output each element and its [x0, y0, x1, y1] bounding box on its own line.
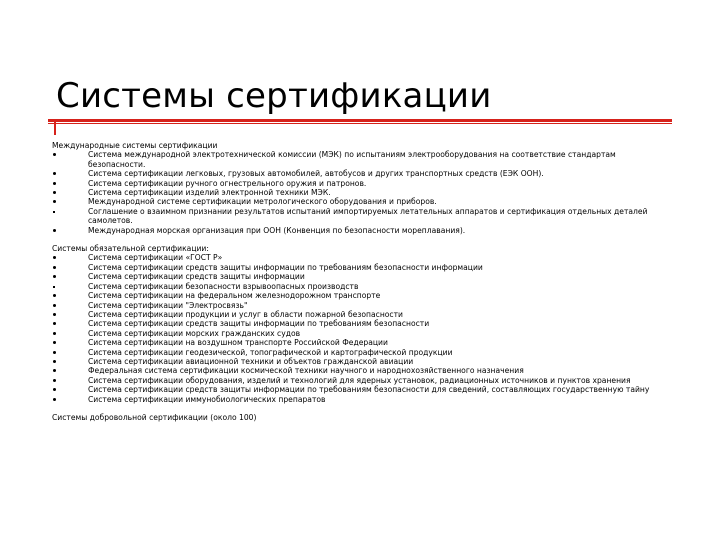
list-item	[52, 282, 664, 291]
list-item	[52, 188, 664, 197]
title-rule-horizontal	[48, 119, 672, 122]
bullet-icon	[53, 211, 55, 213]
list-item-text: Система сертификации безопасности взрывоопасных производств	[88, 281, 359, 291]
bullet-icon	[53, 322, 56, 325]
list-item	[52, 310, 664, 319]
international-heading: Международные системы сертификации	[52, 141, 218, 150]
list-item	[52, 376, 664, 385]
list-item	[52, 207, 664, 226]
list-item	[52, 169, 664, 178]
list-item-text: Система сертификации на воздушном транспорте Российской Федерации	[88, 338, 388, 348]
list-item-text: Система сертификации изделий электронной техники МЭК.	[88, 188, 331, 198]
bullet-icon	[53, 341, 56, 344]
voluntary-heading: Системы добровольной сертификации (около 100)	[52, 412, 257, 422]
list-item	[52, 197, 664, 206]
slide-content	[52, 141, 664, 422]
bullet-icon	[53, 304, 56, 307]
list-item	[52, 329, 664, 338]
list-item	[52, 366, 664, 375]
list-item-text: Система сертификации морских гражданских судов	[88, 328, 301, 338]
list-item	[52, 263, 664, 272]
title-rule-horizontal-thin	[48, 123, 672, 124]
list-item-text: Система сертификации геодезической, топографической и картографической продукции	[88, 347, 453, 357]
list-item	[52, 319, 664, 328]
title-rule-vertical	[54, 119, 56, 135]
bullet-icon	[53, 286, 55, 288]
list-item-text: Система сертификации "Электросвязь"	[88, 300, 248, 310]
bullet-icon	[53, 172, 56, 175]
international-list	[52, 150, 664, 235]
slide-title: Системы сертификации	[56, 76, 492, 116]
bullet-icon	[53, 332, 56, 335]
list-item-text: Система сертификации авиационной техники и объектов гражданской авиации	[88, 356, 414, 366]
list-item	[52, 253, 664, 262]
title-rule	[48, 119, 672, 135]
list-item-text: Система сертификации продукции и услуг в области пожарной безопасности	[88, 309, 403, 319]
bullet-icon	[53, 275, 56, 278]
bullet-icon	[53, 360, 56, 363]
list-item	[52, 291, 664, 300]
bullet-icon	[53, 191, 56, 194]
list-item-text: Федеральная система сертификации космической техники научного и народнохозяйственного назначения	[88, 366, 524, 376]
bullet-icon	[53, 182, 56, 185]
bullet-icon	[53, 256, 56, 259]
bullet-icon	[53, 266, 56, 269]
list-item-text: Система сертификации на федеральном железнодорожном транспорте	[88, 291, 381, 301]
bullet-icon	[53, 388, 56, 391]
list-item-text: Система сертификации средств защиты информации по требованиям безопасности	[88, 319, 430, 329]
list-item	[52, 338, 664, 347]
bullet-icon	[53, 200, 56, 203]
list-item-text: Система сертификации оборудования, изделий и технологий для ядерных установок, радиационных источников и пунктов хранения	[88, 375, 631, 385]
list-item-text: Система сертификации ручного огнестрельного оружия и патронов.	[88, 178, 367, 188]
mandatory-list	[52, 253, 664, 404]
list-item	[52, 357, 664, 366]
bullet-icon	[53, 229, 56, 232]
list-item-text: Международная морская организация при ООН (Конвенция по безопасности мореплавания).	[88, 225, 466, 235]
list-item-text: Система сертификации средств защиты информации по требованиям безопасности для сведений, составляющих государственную тайну	[88, 385, 650, 395]
list-item	[52, 395, 664, 404]
list-item	[52, 301, 664, 310]
bullet-icon	[53, 398, 56, 401]
bullet-icon	[53, 379, 56, 382]
bullet-icon	[53, 369, 56, 372]
list-item	[52, 272, 664, 281]
list-item-text: Система сертификации иммунобиологических препаратов	[88, 394, 326, 404]
list-item-text: Система международной электротехнической комиссии (МЭК) по испытаниям электрооборудования на соответствие стандартам безопасности.	[88, 150, 616, 169]
list-item-text: Система сертификации легковых, грузовых автомобилей, автобусов и других транспортных средств (ЕЭК ООН).	[88, 169, 544, 179]
list-item	[52, 179, 664, 188]
mandatory-heading: Системы обязательной сертификации:	[52, 244, 209, 254]
bullet-icon	[53, 313, 56, 316]
bullet-icon	[53, 294, 56, 297]
list-item-text: Международной системе сертификации метрологического оборудования и приборов.	[88, 197, 437, 207]
bullet-icon	[53, 351, 56, 354]
list-item	[52, 150, 664, 169]
list-item	[52, 348, 664, 357]
list-item-text: Система сертификации «ГОСТ Р»	[88, 253, 223, 263]
bullet-icon	[53, 153, 56, 156]
list-item	[52, 226, 664, 235]
list-item-text: Система сертификации средств защиты информации	[88, 272, 305, 282]
list-item	[52, 385, 664, 394]
list-item-text: Соглашение о взаимном признании результатов испытаний импортируемых летательных аппаратов и сертификация отдельных деталей самолетов.	[88, 206, 648, 226]
list-item-text: Система сертификации средств защиты информации по требованиям безопасности информации	[88, 262, 483, 272]
